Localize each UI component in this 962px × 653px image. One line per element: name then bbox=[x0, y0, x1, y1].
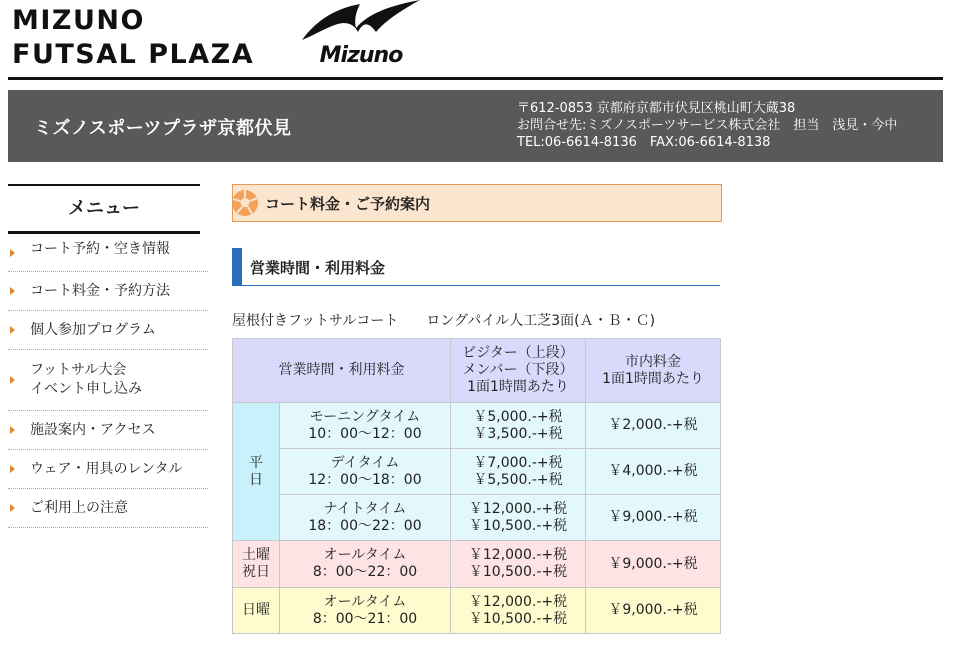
price-table bbox=[232, 338, 721, 634]
day-weekday bbox=[233, 403, 280, 541]
visitor-price: ￥7,000.-+税 bbox=[473, 454, 563, 471]
section-title: 営業時間・利用料金 bbox=[250, 259, 386, 277]
table-row bbox=[233, 588, 721, 634]
timeslot-time: 10：00〜12：00 bbox=[308, 425, 422, 442]
day-label: 日曜 bbox=[242, 602, 270, 618]
table-header-row bbox=[233, 339, 721, 403]
header-label: 市内料金 bbox=[625, 353, 681, 370]
header-label: 1面1時間あたり bbox=[467, 379, 569, 395]
visitor-member-price bbox=[451, 495, 586, 541]
menu-item-label: コート料金・予約方法 bbox=[30, 283, 170, 299]
soccer-ball-icon bbox=[233, 188, 261, 218]
timeslot-cell bbox=[280, 495, 451, 541]
visitor-member-price bbox=[451, 588, 586, 634]
header-label: 1面1時間あたり bbox=[602, 370, 704, 387]
header-label: 営業時間・利用料金 bbox=[278, 362, 405, 378]
facility-phone: TEL:06-6614-8136 FAX:06-6614-8138 bbox=[517, 135, 771, 150]
day-saturday-holiday bbox=[233, 541, 280, 588]
arrow-right-icon bbox=[10, 326, 15, 334]
mizuno-brand-logo bbox=[298, 0, 424, 70]
section-accent-bar bbox=[232, 248, 242, 285]
header-label: メンバー（下段） bbox=[462, 362, 574, 378]
page-title: コート料金・ご予約案内 bbox=[265, 195, 431, 213]
table-row bbox=[233, 449, 721, 495]
arrow-right-icon bbox=[10, 504, 15, 512]
member-price: ￥5,500.-+税 bbox=[473, 471, 563, 488]
section-heading bbox=[232, 248, 720, 286]
page-heading bbox=[232, 184, 722, 222]
city-price: ￥9,000.-+税 bbox=[586, 588, 721, 634]
day-sunday bbox=[233, 588, 280, 634]
visitor-price: ￥12,000.-+税 bbox=[468, 547, 568, 563]
table-row bbox=[233, 541, 721, 588]
logo-line-2: FUTSAL PLAZA bbox=[12, 39, 255, 70]
header-visitor-member bbox=[451, 339, 586, 403]
court-description: 屋根付きフットサルコート ロングパイル人工芝3面(Ａ・Ｂ・Ｃ) bbox=[232, 313, 656, 329]
city-price: ￥4,000.-+税 bbox=[586, 449, 721, 495]
member-price: ￥10,500.-+税 bbox=[468, 564, 568, 580]
timeslot-time: 8：00〜21：00 bbox=[312, 610, 418, 627]
timeslot-time: 8：00〜22：00 bbox=[312, 564, 418, 580]
header-hours-fees bbox=[233, 339, 451, 403]
city-price: ￥9,000.-+税 bbox=[586, 495, 721, 541]
timeslot-cell bbox=[280, 449, 451, 495]
header-label: ビジター（上段） bbox=[462, 345, 574, 361]
timeslot-cell bbox=[280, 403, 451, 449]
facility-banner bbox=[8, 90, 943, 162]
menu-item-usage-notes[interactable] bbox=[8, 489, 208, 528]
member-price: ￥10,500.-+税 bbox=[468, 517, 568, 534]
visitor-price: ￥5,000.-+税 bbox=[473, 408, 563, 425]
arrow-right-icon bbox=[10, 376, 15, 384]
menu-item-label-line-2: イベント申し込み bbox=[30, 381, 142, 397]
arrow-right-icon bbox=[10, 249, 15, 257]
menu-item-label: ウェア・用具のレンタル bbox=[30, 461, 183, 477]
timeslot-name: オールタイム bbox=[323, 547, 407, 563]
day-label: 平 bbox=[249, 454, 263, 471]
menu-item-facility-access[interactable] bbox=[8, 411, 208, 450]
timeslot-cell bbox=[280, 541, 451, 588]
menu-item-individual-programs[interactable] bbox=[8, 311, 208, 350]
brand-wordmark: Mizuno bbox=[319, 43, 403, 68]
facility-contact: お問合せ先:ミズノスポーツサービス株式会社 担当 浅見・今中 bbox=[517, 118, 898, 133]
day-label: 土曜 bbox=[242, 547, 270, 563]
day-label: 日 bbox=[249, 471, 263, 488]
menu-item-label-line-1: フットサル大会 bbox=[30, 362, 127, 378]
facility-contact-info bbox=[517, 100, 897, 151]
timeslot-cell bbox=[280, 588, 451, 634]
arrow-right-icon bbox=[10, 426, 15, 434]
facility-name: ミズノスポーツプラザ京都伏見 bbox=[34, 118, 292, 139]
menu-item-label: 個人参加プログラム bbox=[30, 322, 156, 338]
visitor-member-price bbox=[451, 403, 586, 449]
site-logo[interactable] bbox=[12, 4, 254, 72]
day-label: 祝日 bbox=[242, 564, 270, 580]
arrow-right-icon bbox=[10, 287, 15, 295]
visitor-member-price bbox=[451, 449, 586, 495]
member-price: ￥3,500.-+税 bbox=[473, 425, 563, 442]
menu-item-label: 施設案内・アクセス bbox=[30, 422, 156, 438]
timeslot-name: モーニングタイム bbox=[309, 408, 421, 425]
visitor-member-price bbox=[451, 541, 586, 588]
menu-heading: メニュー bbox=[8, 184, 200, 234]
timeslot-name: オールタイム bbox=[323, 593, 407, 610]
table-row bbox=[233, 495, 721, 541]
timeslot-name: ナイトタイム bbox=[323, 500, 407, 517]
mizuno-runbird-icon bbox=[298, 0, 424, 46]
arrow-right-icon bbox=[10, 465, 15, 473]
city-price: ￥2,000.-+税 bbox=[586, 403, 721, 449]
member-price: ￥10,500.-+税 bbox=[468, 610, 568, 627]
menu-item-label: コート予約・空き情報 bbox=[30, 241, 170, 257]
site-header bbox=[0, 0, 962, 80]
sidebar-menu bbox=[8, 184, 208, 528]
city-price: ￥9,000.-+税 bbox=[586, 541, 721, 588]
menu-item-label: ご利用上の注意 bbox=[30, 500, 128, 516]
header-city-rate bbox=[586, 339, 721, 403]
timeslot-time: 12：00〜18：00 bbox=[308, 471, 422, 488]
timeslot-time: 18：00〜22：00 bbox=[308, 517, 422, 534]
table-row bbox=[233, 403, 721, 449]
timeslot-name: デイタイム bbox=[330, 454, 400, 471]
menu-item-court-reservation[interactable] bbox=[8, 234, 208, 272]
visitor-price: ￥12,000.-+税 bbox=[468, 593, 568, 610]
visitor-price: ￥12,000.-+税 bbox=[468, 500, 568, 517]
menu-item-rental[interactable] bbox=[8, 450, 208, 489]
header-divider bbox=[8, 77, 943, 80]
logo-line-1: MIZUNO bbox=[12, 5, 145, 36]
facility-address: 〒612-0853 京都府京都市伏見区桃山町大蔵38 bbox=[517, 101, 796, 116]
menu-item-futsal-events[interactable] bbox=[8, 350, 208, 411]
menu-item-court-fees[interactable] bbox=[8, 272, 208, 311]
